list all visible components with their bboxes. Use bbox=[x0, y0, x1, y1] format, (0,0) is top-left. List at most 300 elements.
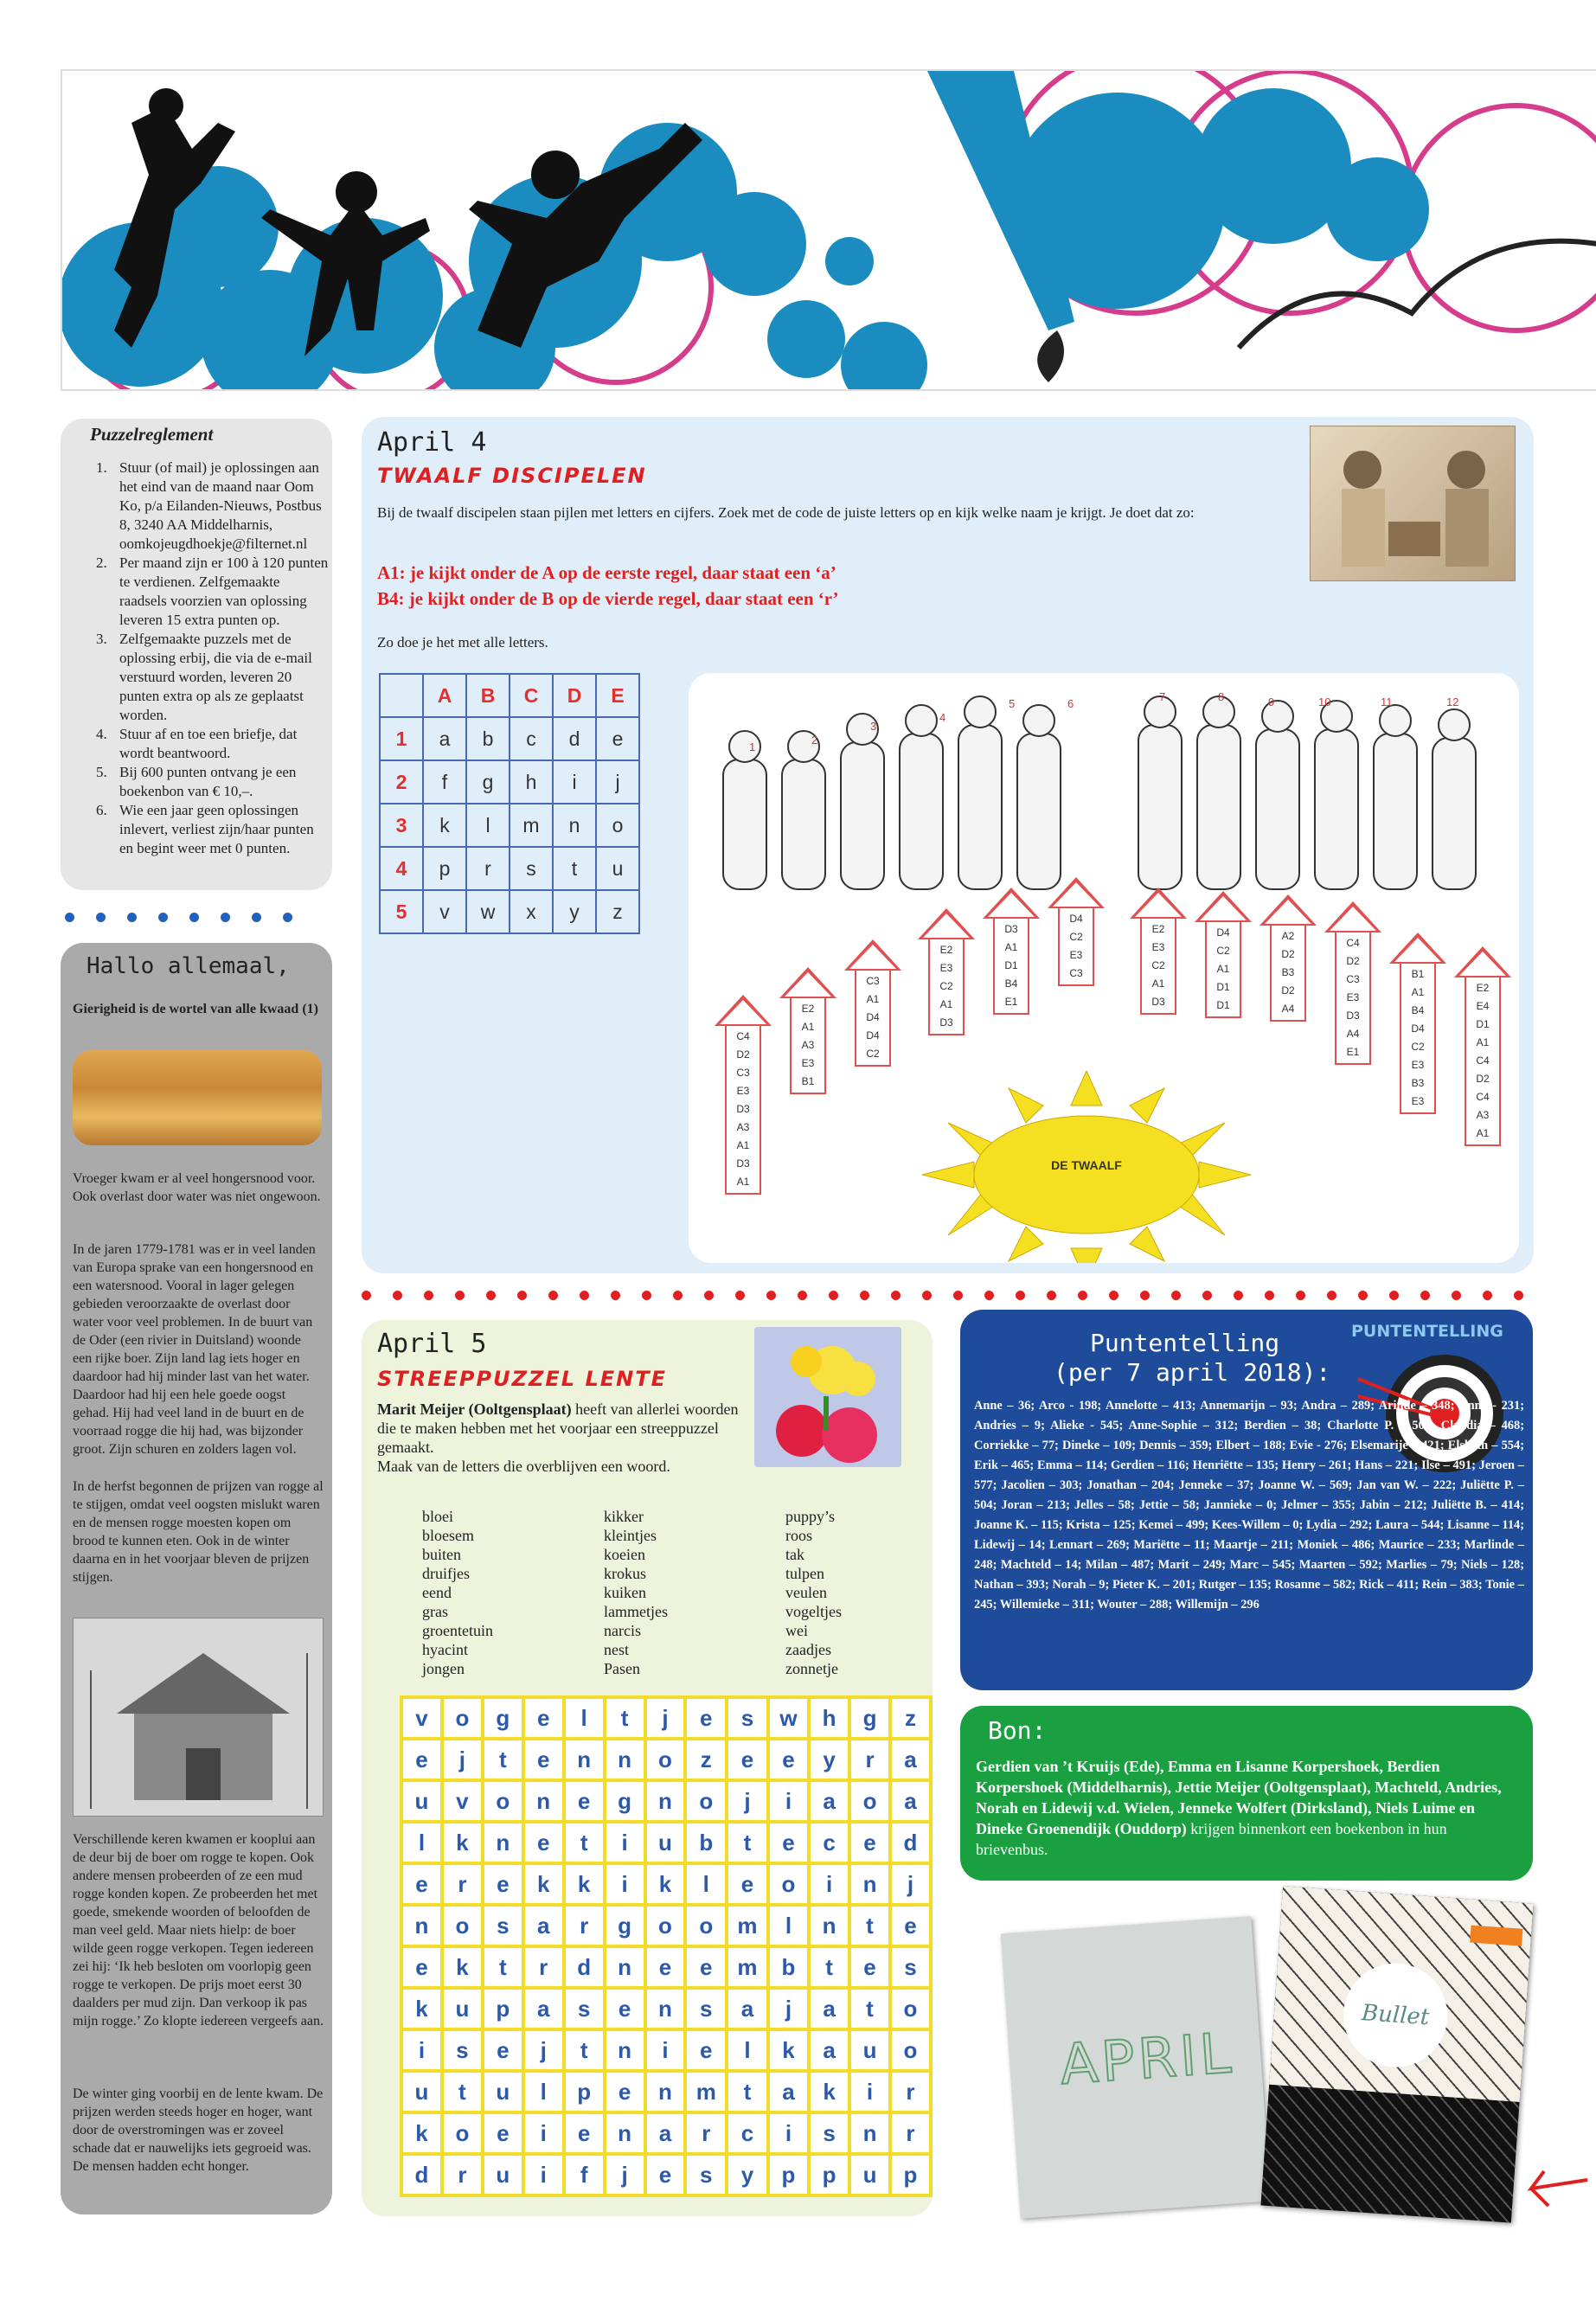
arrow-code: E3 bbox=[939, 962, 953, 974]
grid-cell: o bbox=[890, 2029, 931, 2071]
april5-intro bbox=[377, 1400, 753, 1476]
grid-cell: l bbox=[768, 1905, 809, 1946]
grid-cell: k bbox=[401, 1988, 442, 2029]
code-col-header: B bbox=[466, 674, 510, 717]
grid-cell: e bbox=[685, 1697, 727, 1739]
grid-cell: p bbox=[768, 2154, 809, 2195]
grid-cell: n bbox=[483, 1822, 523, 1863]
code-col-header: D bbox=[553, 674, 596, 717]
rule-item: 3. Zelfgemaakte puzzels met de oplossing erbij, die via de e-mail verstuurd worden, leveren 20 punten extra op als ze geplaatst worden. bbox=[111, 630, 329, 725]
grid-cell: f bbox=[564, 2154, 605, 2195]
arrow-code: A1 bbox=[1476, 1036, 1490, 1048]
grid-cell: g bbox=[483, 1697, 523, 1739]
arrow-code: C3 bbox=[1069, 967, 1083, 979]
grid-cell: r bbox=[442, 2154, 483, 2195]
arrow-code: C4 bbox=[736, 1030, 750, 1042]
grid-cell: o bbox=[849, 1780, 890, 1822]
code-row-header: 2 bbox=[380, 760, 423, 804]
grid-cell: d bbox=[890, 1822, 931, 1863]
grid-row bbox=[401, 2029, 931, 2071]
grid-cell: p bbox=[809, 2154, 849, 2195]
grid-cell: r bbox=[685, 2112, 727, 2154]
code-cell: a bbox=[423, 717, 466, 760]
grid-cell: z bbox=[890, 1697, 931, 1739]
word-item: krokus bbox=[604, 1565, 646, 1582]
grid-cell: t bbox=[809, 1946, 849, 1988]
arrow-code: D4 bbox=[1216, 926, 1230, 939]
rules-panel bbox=[61, 419, 332, 890]
grid-cell: m bbox=[685, 2071, 727, 2112]
arrow-code: D4 bbox=[866, 1011, 880, 1023]
grid-cell: e bbox=[401, 1946, 442, 1988]
arrow-code: A3 bbox=[801, 1039, 815, 1051]
grid-row bbox=[401, 2154, 931, 2195]
grid-cell: k bbox=[442, 1822, 483, 1863]
grid-cell: i bbox=[401, 2029, 442, 2071]
grid-cell: l bbox=[401, 1822, 442, 1863]
arrow-code: D2 bbox=[1281, 984, 1295, 997]
divider-dots bbox=[362, 1291, 1545, 1300]
grid-cell: i bbox=[645, 2029, 686, 2071]
flowers-image bbox=[754, 1327, 901, 1467]
score-panel bbox=[960, 1310, 1533, 1690]
code-row-header: 5 bbox=[380, 890, 423, 933]
arrow-code: D4 bbox=[1069, 913, 1083, 925]
arrow-code: E4 bbox=[1476, 1000, 1490, 1012]
grid-cell: o bbox=[442, 2112, 483, 2154]
bullet-journal-photo bbox=[1260, 1886, 1533, 2222]
word-search-grid bbox=[400, 1695, 933, 2197]
barn-image bbox=[73, 1618, 324, 1817]
grid-cell: i bbox=[849, 2071, 890, 2112]
arrow-code: A1 bbox=[801, 1021, 815, 1033]
code-arrow bbox=[1048, 877, 1105, 986]
code-col-header: C bbox=[510, 674, 553, 717]
grid-cell: i bbox=[523, 2154, 564, 2195]
grid-cell: t bbox=[483, 1739, 523, 1780]
story-heading: Gierigheid is de wortel van alle kwaad (1) bbox=[73, 1002, 318, 1016]
word-item: jongen bbox=[422, 1660, 465, 1677]
grid-row bbox=[401, 1988, 931, 2029]
grid-cell: e bbox=[523, 1697, 564, 1739]
disciples-image bbox=[1310, 426, 1516, 581]
grid-cell: u bbox=[442, 1988, 483, 2029]
code-cell: n bbox=[553, 804, 596, 847]
grid-cell: a bbox=[727, 1988, 768, 2029]
grid-cell: e bbox=[890, 1905, 931, 1946]
grid-cell: g bbox=[605, 1780, 645, 1822]
code-cell: c bbox=[510, 717, 553, 760]
grid-cell: c bbox=[809, 1822, 849, 1863]
word-item: zonnetje bbox=[785, 1660, 838, 1677]
code-cell: o bbox=[596, 804, 639, 847]
arrow-code: B3 bbox=[1411, 1077, 1425, 1089]
disciple-number: 10 bbox=[1318, 695, 1331, 708]
bon-text bbox=[976, 1756, 1521, 1860]
arrow-code: A1 bbox=[1476, 1127, 1490, 1139]
code-arrow bbox=[918, 908, 975, 1035]
arrow-code: E3 bbox=[801, 1057, 815, 1069]
score-badge: PUNTENTELLING bbox=[1351, 1322, 1503, 1341]
grid-cell: u bbox=[401, 2071, 442, 2112]
word-item: groentetuin bbox=[422, 1622, 493, 1639]
rule-item: 6. Wie een jaar geen oplossingen inlevert, verliest zijn/haar punten en begint weer met 0 punten. bbox=[111, 801, 329, 858]
grid-cell: o bbox=[890, 1988, 931, 2029]
grid-cell: v bbox=[401, 1697, 442, 1739]
grid-cell: s bbox=[685, 2154, 727, 2195]
arrow-code: A1 bbox=[1004, 941, 1018, 953]
code-cell: e bbox=[596, 717, 639, 760]
arrow-code: D1 bbox=[1216, 999, 1230, 1011]
grid-cell: n bbox=[605, 2112, 645, 2154]
grid-cell: s bbox=[890, 1946, 931, 1988]
grid-cell: n bbox=[605, 1946, 645, 1988]
arrow-code: E1 bbox=[1004, 996, 1018, 1008]
arrow-code: D1 bbox=[1004, 959, 1018, 971]
arrow-code: E3 bbox=[1346, 991, 1360, 1003]
grid-cell: e bbox=[645, 2154, 686, 2195]
code-cell: f bbox=[423, 760, 466, 804]
arrow-code: C2 bbox=[1151, 959, 1165, 971]
word-item: kuiken bbox=[604, 1584, 646, 1601]
grid-cell: e bbox=[849, 1946, 890, 1988]
april4-panel bbox=[362, 417, 1534, 1273]
grid-cell: t bbox=[849, 1988, 890, 2029]
code-cell: j bbox=[596, 760, 639, 804]
code-cell: l bbox=[466, 804, 510, 847]
disciples-puzzle bbox=[689, 673, 1519, 1263]
grid-cell: t bbox=[564, 1822, 605, 1863]
grid-cell: l bbox=[564, 1697, 605, 1739]
grid-cell: p bbox=[483, 1988, 523, 2029]
grid-cell: v bbox=[442, 1780, 483, 1822]
grid-cell: c bbox=[727, 2112, 768, 2154]
grid-cell: k bbox=[442, 1946, 483, 1988]
story-paragraph: De winter ging voorbij en de lente kwam. De prijzen werden steeds hoger en hoger, want door de overstromingen was er zoveel schade dat er nauwelijks iets gegroeid was. De mensen hadden echt honger. bbox=[73, 2086, 324, 2174]
arrow-code: E2 bbox=[1151, 923, 1165, 935]
grid-cell: t bbox=[442, 2071, 483, 2112]
code-row-header: 4 bbox=[380, 847, 423, 890]
grid-row bbox=[401, 1739, 931, 1780]
april4-date: April 4 bbox=[377, 427, 487, 458]
grid-cell: e bbox=[727, 1739, 768, 1780]
arrow-code: D2 bbox=[1281, 948, 1295, 960]
code-cell: v bbox=[423, 890, 466, 933]
disciple-number: 1 bbox=[749, 740, 756, 753]
disciples-drawing bbox=[1311, 426, 1516, 582]
arrow-code: E3 bbox=[1069, 949, 1083, 961]
grid-cell: i bbox=[768, 1780, 809, 1822]
grid-cell: o bbox=[685, 1780, 727, 1822]
grid-cell: r bbox=[890, 2112, 931, 2154]
grid-cell: m bbox=[727, 1946, 768, 1988]
word-item: bloei bbox=[422, 1508, 453, 1525]
word-item: kleintjes bbox=[604, 1527, 657, 1544]
arrow-code: C2 bbox=[1216, 945, 1230, 957]
april4-example-2: B4: je kijkt onder de B op de vierde regel, daar staat een ‘r’ bbox=[377, 588, 839, 609]
code-cell: y bbox=[553, 890, 596, 933]
code-arrow bbox=[1259, 894, 1317, 1022]
grid-cell: g bbox=[605, 1905, 645, 1946]
grid-cell: u bbox=[483, 2154, 523, 2195]
arrow-code: B1 bbox=[1411, 968, 1425, 980]
april4-outro: Zo doe je het met alle letters. bbox=[377, 634, 548, 651]
sun-label: DE TWAALF bbox=[1051, 1158, 1122, 1172]
arrow-code: E3 bbox=[1411, 1059, 1425, 1071]
arrow-code: D2 bbox=[1346, 955, 1360, 967]
grid-cell: s bbox=[483, 1905, 523, 1946]
arrow-code: A1 bbox=[1411, 986, 1425, 998]
grid-cell: e bbox=[605, 1988, 645, 2029]
disciple-number: 7 bbox=[1159, 690, 1166, 703]
grid-cell: e bbox=[564, 1780, 605, 1822]
arrow-code: D3 bbox=[736, 1103, 750, 1115]
grid-cell: r bbox=[849, 1739, 890, 1780]
grid-cell: u bbox=[483, 2071, 523, 2112]
grid-cell: t bbox=[727, 1822, 768, 1863]
disciple-number: 4 bbox=[939, 711, 946, 724]
arrow-code: C3 bbox=[736, 1067, 750, 1079]
story-paragraph: Vroeger kwam er al veel hongersnood voor. Ook overlast door water was niet ongewoon. bbox=[73, 1171, 321, 1204]
grid-cell: e bbox=[523, 1739, 564, 1780]
grid-cell: a bbox=[523, 1905, 564, 1946]
arrow-code: D3 bbox=[1346, 1009, 1360, 1022]
april5-author: Marit Meijer (Ooltgensplaat) bbox=[377, 1400, 572, 1418]
word-item: puppy’s bbox=[785, 1508, 836, 1525]
code-arrow bbox=[1324, 901, 1381, 1065]
grid-row bbox=[401, 1697, 931, 1739]
arrow-code: A1 bbox=[736, 1139, 750, 1151]
code-col-header: E bbox=[596, 674, 639, 717]
bon-panel bbox=[960, 1706, 1533, 1881]
code-arrow bbox=[1389, 933, 1446, 1114]
grid-row bbox=[401, 1780, 931, 1822]
disciple-number: 6 bbox=[1067, 697, 1074, 710]
grid-cell: o bbox=[442, 1697, 483, 1739]
grid-row bbox=[401, 1946, 931, 1988]
word-item: druifjes bbox=[422, 1565, 470, 1582]
grid-cell: e bbox=[605, 2071, 645, 2112]
grid-cell: k bbox=[564, 1863, 605, 1905]
grid-cell: a bbox=[890, 1739, 931, 1780]
word-list-1 bbox=[422, 1507, 595, 1678]
score-title: Puntentelling bbox=[1090, 1329, 1280, 1357]
grid-cell: n bbox=[401, 1905, 442, 1946]
grid-row bbox=[401, 2071, 931, 2112]
disciple-number: 8 bbox=[1218, 690, 1225, 703]
grid-cell: u bbox=[645, 1822, 686, 1863]
code-cell: g bbox=[466, 760, 510, 804]
april-photo bbox=[1001, 1916, 1271, 2218]
code-cell: t bbox=[553, 847, 596, 890]
code-cell: b bbox=[466, 717, 510, 760]
grid-cell: t bbox=[727, 2071, 768, 2112]
arrow-code: D3 bbox=[1151, 996, 1165, 1008]
grid-cell: n bbox=[605, 2029, 645, 2071]
rule-item: 2. Per maand zijn er 100 à 120 punten te verdienen. Zelfgemaakte raadsels voorzien van oplossing leveren 15 extra punten op. bbox=[111, 554, 329, 630]
grid-cell: n bbox=[645, 2071, 686, 2112]
grid-cell: e bbox=[849, 1822, 890, 1863]
code-arrow bbox=[844, 939, 901, 1067]
arrow-code: D3 bbox=[939, 1016, 953, 1029]
grid-cell: l bbox=[685, 1863, 727, 1905]
grid-cell: s bbox=[685, 1988, 727, 2029]
grid-cell: a bbox=[890, 1780, 931, 1822]
code-col-header: A bbox=[423, 674, 466, 717]
grid-cell: a bbox=[809, 1780, 849, 1822]
arrow-code: E2 bbox=[1476, 982, 1490, 994]
score-list: Anne – 36; Arco - 198; Annelotte – 413; Annemarijn – 93; Andra – 289; Arinde – 348; Anna - 231; Andries – 9; Alieke - 545; Anne-Sophie – 312; Berdien – 38; Charlotte P. – 509; Claudia – 468; Corriekke – 77; Dineke – 109; Dennis – 359; Elbert – 188; Evie - 276; Elsemarije – 421; Elsbeth – 554; Erik – 465; Emma – 114; Gerdien – 116; Henriëtte – 135; Henry – 261; Hans – 221; Ilse – 491; Jeroen – 577; Jacolien – 303; Jonathan – 204; Jenneke – 37; Joanne W. – 569; Jan van W. – 222; Juliëtte P. – 504; Joran – 213; Jelles – 58; Jettie – 58; Jannieke – 0; Jelmer – 355; Jabin – 212; Juliëtte B. – 414; Joanne K. – 115; Krista – 125; Kemei – 499; Kees-Willem – 0; Lydia – 292; Laura – 544; Lisanne – 114; Lidewij – 14; Lennart – 269; Mariëtte – 11; Maartje – 211; Moniek – 486; Maurice – 233; Marlinde – 248; Machteld – 14; Milan – 487; Marit – 249; Marc – 545; Maarten – 592; Marlies – 79; Niels – 128; Nathan – 393; Norah – 9; Pieter K. – 201; Rutger – 135; Rosanne – 582; Rick – 411; Rein – 383; Tonie – 245; Willemieke – 311; Wouter – 288; Willemijn – 296 bbox=[974, 1399, 1524, 1612]
disciple-number: 3 bbox=[870, 720, 877, 733]
arrow-code: C2 bbox=[1069, 931, 1083, 943]
arrow-code: B4 bbox=[1411, 1004, 1425, 1016]
code-cell: k bbox=[423, 804, 466, 847]
code-cell: x bbox=[510, 890, 553, 933]
word-item: hyacint bbox=[422, 1641, 468, 1658]
letter-code-table bbox=[379, 673, 640, 934]
arrow-left-icon bbox=[1522, 2163, 1592, 2214]
word-item: veulen bbox=[785, 1584, 827, 1601]
grid-cell: j bbox=[727, 1780, 768, 1822]
story-paragraph: In de jaren 1779-1781 was er in veel landen van Europa sprake van een hongersnood en een watersnood. Vooral in lager gelegen gebieden veroorzaakte de overlast door water voor veel problemen. In de buurt van de Oder (een rivier in Duitsland) woonde een rijke boer. Zijn land lag iets hoger en daardoor had hij minder last van het water. Daardoor had hij een hele goede oogst gehad. Hij had veel land in de buurt en de voorraad rogge die hij had, was bijzonder groot. Zijn schuren en zolders lagen vol. bbox=[73, 1242, 316, 1457]
april5-intro-text: heeft van allerlei woorden die te maken hebben met het voorjaar een streeppuzzel gemaakt. bbox=[377, 1400, 739, 1456]
word-item: vogeltjes bbox=[785, 1603, 842, 1620]
code-cell: w bbox=[466, 890, 510, 933]
code-cell: h bbox=[510, 760, 553, 804]
arrow-code: A1 bbox=[1151, 977, 1165, 990]
code-arrow bbox=[1454, 946, 1511, 1146]
grid-cell: r bbox=[564, 1905, 605, 1946]
story-paragraph: In de herfst begonnen de prijzen van rogge al te stijgen, omdat veel oogsten mislukt waren en de mensen rogge moesten kopen om brood te kunnen eten. Ook in de winter daarna en in het voorjaar bleven de prijzen stijgen. bbox=[73, 1479, 324, 1585]
grid-cell: e bbox=[483, 1863, 523, 1905]
april5-panel bbox=[362, 1320, 933, 2216]
grid-cell: j bbox=[890, 1863, 931, 1905]
grid-cell: h bbox=[809, 1697, 849, 1739]
grid-row bbox=[401, 2112, 931, 2154]
grid-cell: g bbox=[849, 1697, 890, 1739]
grid-cell: e bbox=[483, 2029, 523, 2071]
rules-list bbox=[69, 458, 329, 858]
arrow-code: D1 bbox=[1216, 981, 1230, 993]
word-item: bloesem bbox=[422, 1527, 474, 1544]
code-cell: z bbox=[596, 890, 639, 933]
arrow-code: D1 bbox=[1476, 1018, 1490, 1030]
grid-cell: p bbox=[564, 2071, 605, 2112]
april5-date: April 5 bbox=[377, 1329, 487, 1359]
disciple-number: 9 bbox=[1268, 695, 1275, 708]
arrow-code: A4 bbox=[1346, 1028, 1360, 1040]
april5-title: STREEPPUZZEL LENTE bbox=[377, 1367, 667, 1391]
grid-cell: p bbox=[890, 2154, 931, 2195]
arrow-code: D4 bbox=[1411, 1022, 1425, 1035]
arrow-code: C2 bbox=[939, 980, 953, 992]
arrow-code: A3 bbox=[1476, 1109, 1490, 1121]
code-cell: r bbox=[466, 847, 510, 890]
grid-cell: j bbox=[523, 2029, 564, 2071]
grid-cell: l bbox=[523, 2071, 564, 2112]
word-item: koeien bbox=[604, 1546, 645, 1563]
word-item: roos bbox=[785, 1527, 812, 1544]
grid-cell: a bbox=[809, 2029, 849, 2071]
grid-cell: i bbox=[523, 2112, 564, 2154]
grid-cell: n bbox=[564, 1739, 605, 1780]
arrow-code: A1 bbox=[1216, 963, 1230, 975]
grid-cell: o bbox=[483, 1780, 523, 1822]
bon-rest: krijgen binnenkort een boekenbon in hun brievenbus. bbox=[976, 1820, 1447, 1858]
grid-cell: s bbox=[727, 1697, 768, 1739]
arrow-code: E1 bbox=[1346, 1046, 1360, 1058]
grid-cell: k bbox=[401, 2112, 442, 2154]
wheat-image bbox=[73, 1050, 322, 1145]
grid-cell: j bbox=[605, 2154, 645, 2195]
arrow-code: A1 bbox=[866, 993, 880, 1005]
grid-row bbox=[401, 1905, 931, 1946]
grid-cell: k bbox=[523, 1863, 564, 1905]
header-banner bbox=[61, 69, 1596, 391]
word-item: eend bbox=[422, 1584, 452, 1601]
arrow-code: C2 bbox=[1411, 1041, 1425, 1053]
story-panel bbox=[61, 943, 332, 2214]
rules-title: Puzzelreglement bbox=[90, 424, 214, 445]
grid-cell: y bbox=[809, 1739, 849, 1780]
code-cell: s bbox=[510, 847, 553, 890]
grid-cell: r bbox=[523, 1946, 564, 1988]
grid-row bbox=[401, 1822, 931, 1863]
grid-cell: k bbox=[768, 2029, 809, 2071]
word-item: lammetjes bbox=[604, 1603, 668, 1620]
grid-cell: e bbox=[483, 2112, 523, 2154]
grid-cell: z bbox=[685, 1739, 727, 1780]
word-item: kikker bbox=[604, 1508, 644, 1525]
grid-cell: e bbox=[523, 1822, 564, 1863]
grid-cell: b bbox=[685, 1822, 727, 1863]
grid-cell: t bbox=[849, 1905, 890, 1946]
grid-cell: a bbox=[645, 2112, 686, 2154]
grid-cell: y bbox=[727, 2154, 768, 2195]
bullet-label: Bullet bbox=[1361, 2000, 1431, 2031]
arrow-code: E2 bbox=[939, 944, 953, 956]
grid-cell: e bbox=[685, 1946, 727, 1988]
code-row-header: 3 bbox=[380, 804, 423, 847]
code-arrow bbox=[983, 888, 1040, 1015]
grid-cell: a bbox=[768, 2071, 809, 2112]
arrow-code: D3 bbox=[1004, 923, 1018, 935]
grid-cell: d bbox=[401, 2154, 442, 2195]
grid-cell: n bbox=[645, 1780, 686, 1822]
arrow-code: C4 bbox=[1476, 1054, 1490, 1067]
grid-cell: j bbox=[768, 1988, 809, 2029]
grid-cell: t bbox=[564, 2029, 605, 2071]
grid-cell: r bbox=[442, 1863, 483, 1905]
grid-cell: a bbox=[809, 1988, 849, 2029]
flowers-drawing bbox=[754, 1327, 901, 1467]
grid-cell: u bbox=[849, 2029, 890, 2071]
arrow-code: A1 bbox=[736, 1176, 750, 1188]
word-item: tulpen bbox=[785, 1565, 824, 1582]
disciple-number: 2 bbox=[811, 734, 818, 747]
grid-cell: d bbox=[564, 1946, 605, 1988]
arrow-code: C3 bbox=[866, 975, 880, 987]
grid-cell: e bbox=[401, 1863, 442, 1905]
arrow-code: D3 bbox=[736, 1157, 750, 1170]
grid-cell: e bbox=[768, 1822, 809, 1863]
rule-item: 1. Stuur (of mail) je oplossingen aan het eind van de maand naar Oom Ko, p/a Eilanden-Nieuws, Postbus 8, 3240 AA Middelharnis, oomkojeugdhoekje@filternet.nl bbox=[111, 458, 329, 554]
grid-cell: k bbox=[645, 1863, 686, 1905]
grid-cell: i bbox=[809, 1863, 849, 1905]
word-list-2 bbox=[604, 1507, 777, 1678]
grid-cell: s bbox=[442, 2029, 483, 2071]
bon-title: Bon: bbox=[988, 1716, 1047, 1745]
